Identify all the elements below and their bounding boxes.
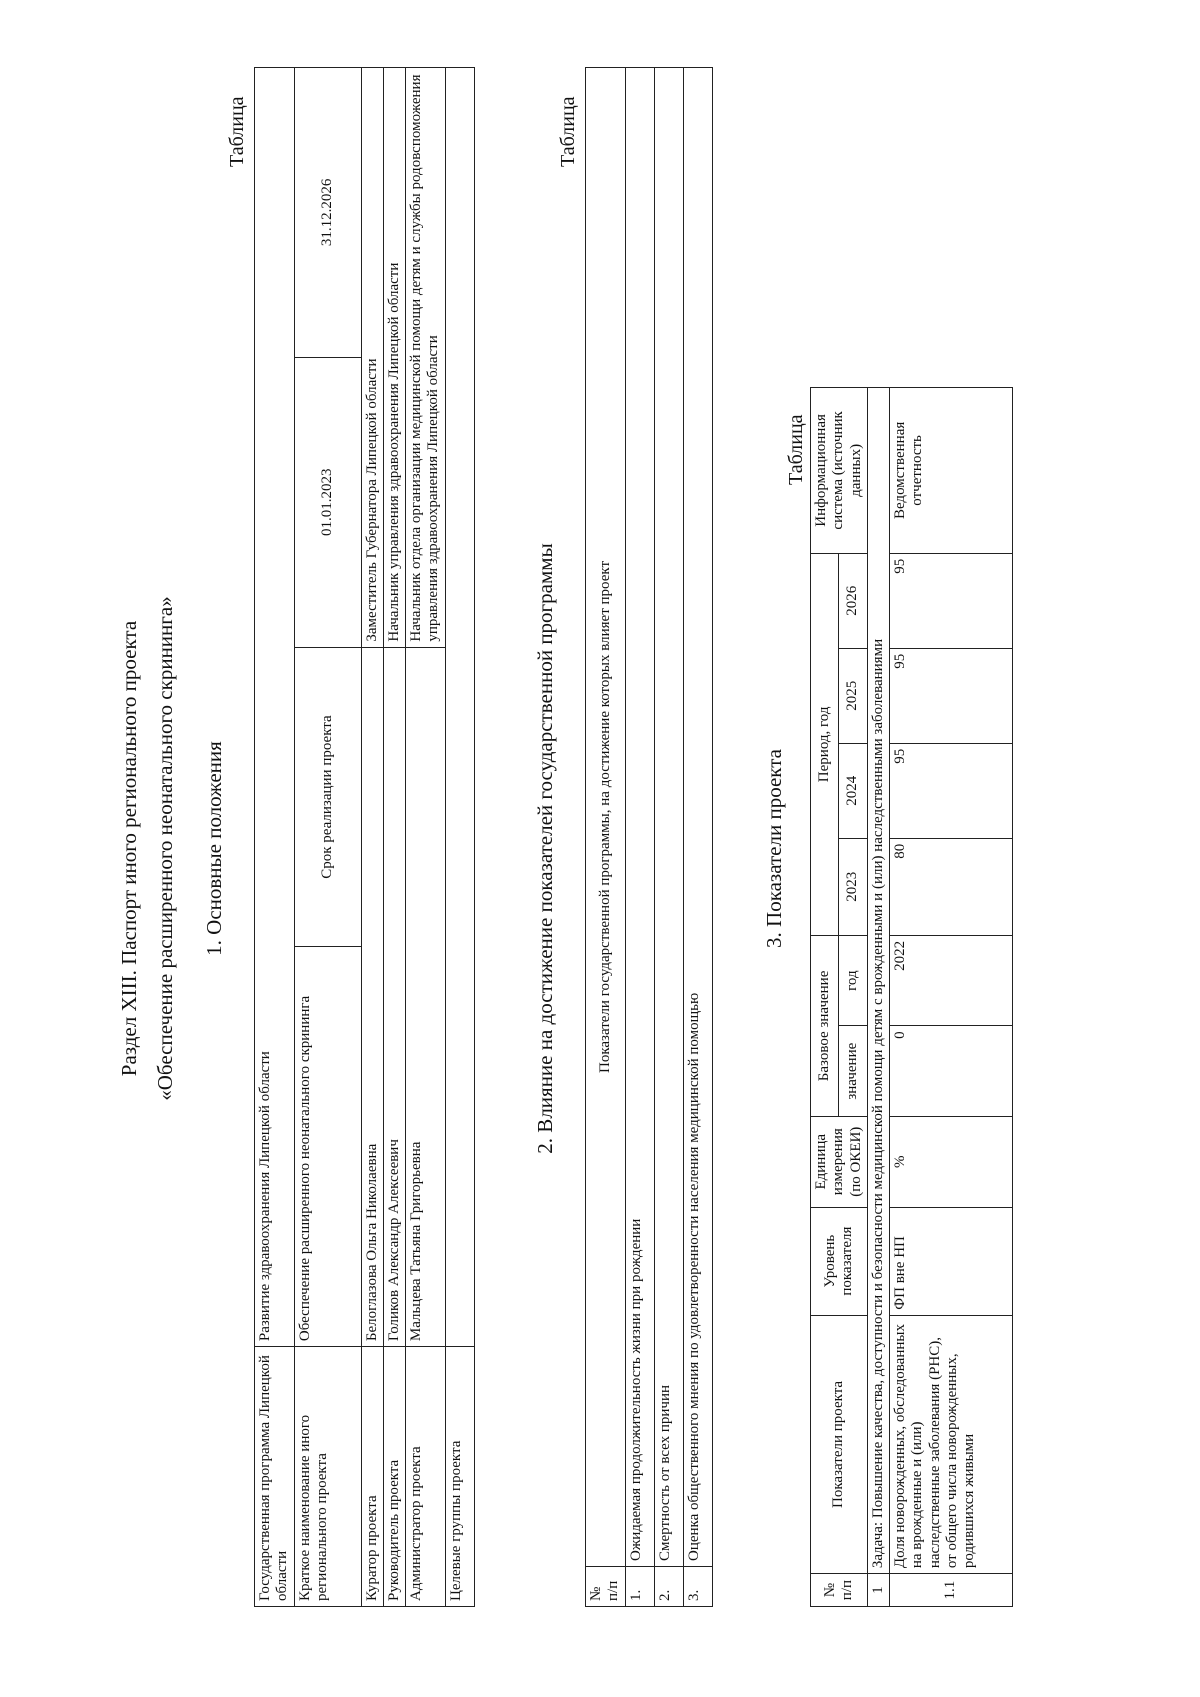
term-label: Срок реализации проекта [294,647,361,947]
s3-col-period: Период, год [811,553,839,935]
s3-table-label: Таблица [785,414,807,485]
s3-row-indicator: Доля новорожденных, обследованных на врожденные и (или) наследственные заболевания (РНС), от общего числа новорожденных, родившихся живыми [890,1315,1013,1573]
target-groups-value [445,68,474,1347]
s3-row-unit: % [890,1116,1013,1207]
s1-row-curator [361,68,383,1607]
s3-row-value: 95 [890,648,1013,743]
gov-program-value: Развитие здравоохранения Липецкой области [255,68,295,1347]
s3-row-level: ФП вне НП [890,1207,1013,1315]
s1-table [254,67,475,1607]
s3-col-base-year: год [839,935,867,1026]
s3-table [810,387,1013,1607]
admin-label: Администратор проекта [406,1347,446,1607]
s3-col-info: Информационная система (источник данных) [811,388,868,554]
s3-row-base-year: 2022 [890,935,1013,1026]
s2-row-text: Оценка общественного мнения по удовлетворенности населения медицинской помощью [683,68,712,1567]
table-row [890,388,1013,1607]
s2-table-label: Таблица [557,96,579,167]
s1-row-target-groups [445,68,474,1607]
curator-label: Куратор проекта [361,1347,383,1607]
s3-col-base-value: значение [839,1026,867,1117]
s2-col-no: № п/п [586,1567,626,1607]
s3-col-year: 2026 [839,553,867,648]
s2-col-indicator: Показатели государственной программы, на достижение которых влияет проект [586,68,626,1567]
s3-col-level: Уровень показателя [811,1207,868,1315]
s3-row-no: 1.1 [890,1574,1013,1607]
s3-col-unit: Единица измерения (по ОКЕИ) [811,1116,868,1207]
s3-task-row [867,388,889,1607]
curator-name: Белоглазова Ольга Николаевна [361,647,383,1347]
s3-row-value: 95 [890,743,1013,838]
s3-col-year: 2024 [839,743,867,838]
target-groups-label: Целевые группы проекта [445,1347,474,1607]
s2-row-no: 1. [625,1567,654,1607]
s3-header-row-1 [811,388,839,1607]
s3-task-no: 1 [867,1574,889,1607]
s3-task-text: Задача: Повышение качества, доступности и безопасности медицинской помощи детям с врожденными и (или) наследственными заболеваниями [867,388,889,1574]
s3-row-value: 80 [890,838,1013,935]
s2-table [585,67,713,1607]
s2-row-text: Смертность от всех причин [654,68,683,1567]
s3-col-no: № п/п [811,1574,868,1607]
s3-col-base: Базовое значение [811,935,839,1116]
section-subtitle: «Обеспечение расширенного неонатального скрининга» [153,596,177,1101]
term-end: 31.12.2026 [294,68,361,358]
leader-name: Голиков Александр Алексеевич [383,647,405,1347]
s3-heading: 3. Показатели проекта [762,749,786,948]
gov-program-label: Государственная программа Липецкой области [255,1347,295,1607]
s1-heading: 1. Основные положения [202,741,226,956]
short-name-label: Краткое наименование иного регионального проекта [294,1347,361,1607]
s3-col-year: 2023 [839,838,867,935]
s3-col-indicator: Показатели проекта [811,1315,868,1573]
admin-name: Мальцева Татьяна Григорьевна [406,647,446,1347]
s2-row-text: Ожидаемая продолжительность жизни при рождении [625,68,654,1567]
s2-row-no: 2. [654,1567,683,1607]
leader-label: Руководитель проекта [383,1347,405,1607]
s2-heading: 2. Влияние на достижение показателей государственной программы [533,543,557,1154]
table-row [683,68,712,1607]
table-row [654,68,683,1607]
s1-row-admin [406,68,446,1607]
s3-row-base-value: 0 [890,1026,1013,1117]
section-title: Раздел XIII. Паспорт иного регионального проекта [117,620,141,1077]
s2-row-no: 3. [683,1567,712,1607]
s3-row-source: Ведомственная отчетность [890,388,1013,554]
admin-position: Начальник отдела организации медицинской помощи детям и службы родовспоможения управления здравоохранения Липецкой области [406,68,446,648]
s1-row-leader [383,68,405,1607]
curator-position: Заместитель Губернатора Липецкой области [361,68,383,648]
s2-header-row [586,68,626,1607]
s1-row-gov-program [255,68,295,1607]
s1-row-short-name [294,68,361,1607]
leader-position: Начальник управления здравоохранения Липецкой области [383,68,405,648]
s3-row-value: 95 [890,553,1013,648]
s3-col-year: 2025 [839,648,867,743]
s1-table-label: Таблица [226,96,248,167]
table-row [625,68,654,1607]
short-name-value: Обеспечение расширенного неонатального скрининга [294,947,361,1347]
term-start: 01.01.2023 [294,357,361,647]
